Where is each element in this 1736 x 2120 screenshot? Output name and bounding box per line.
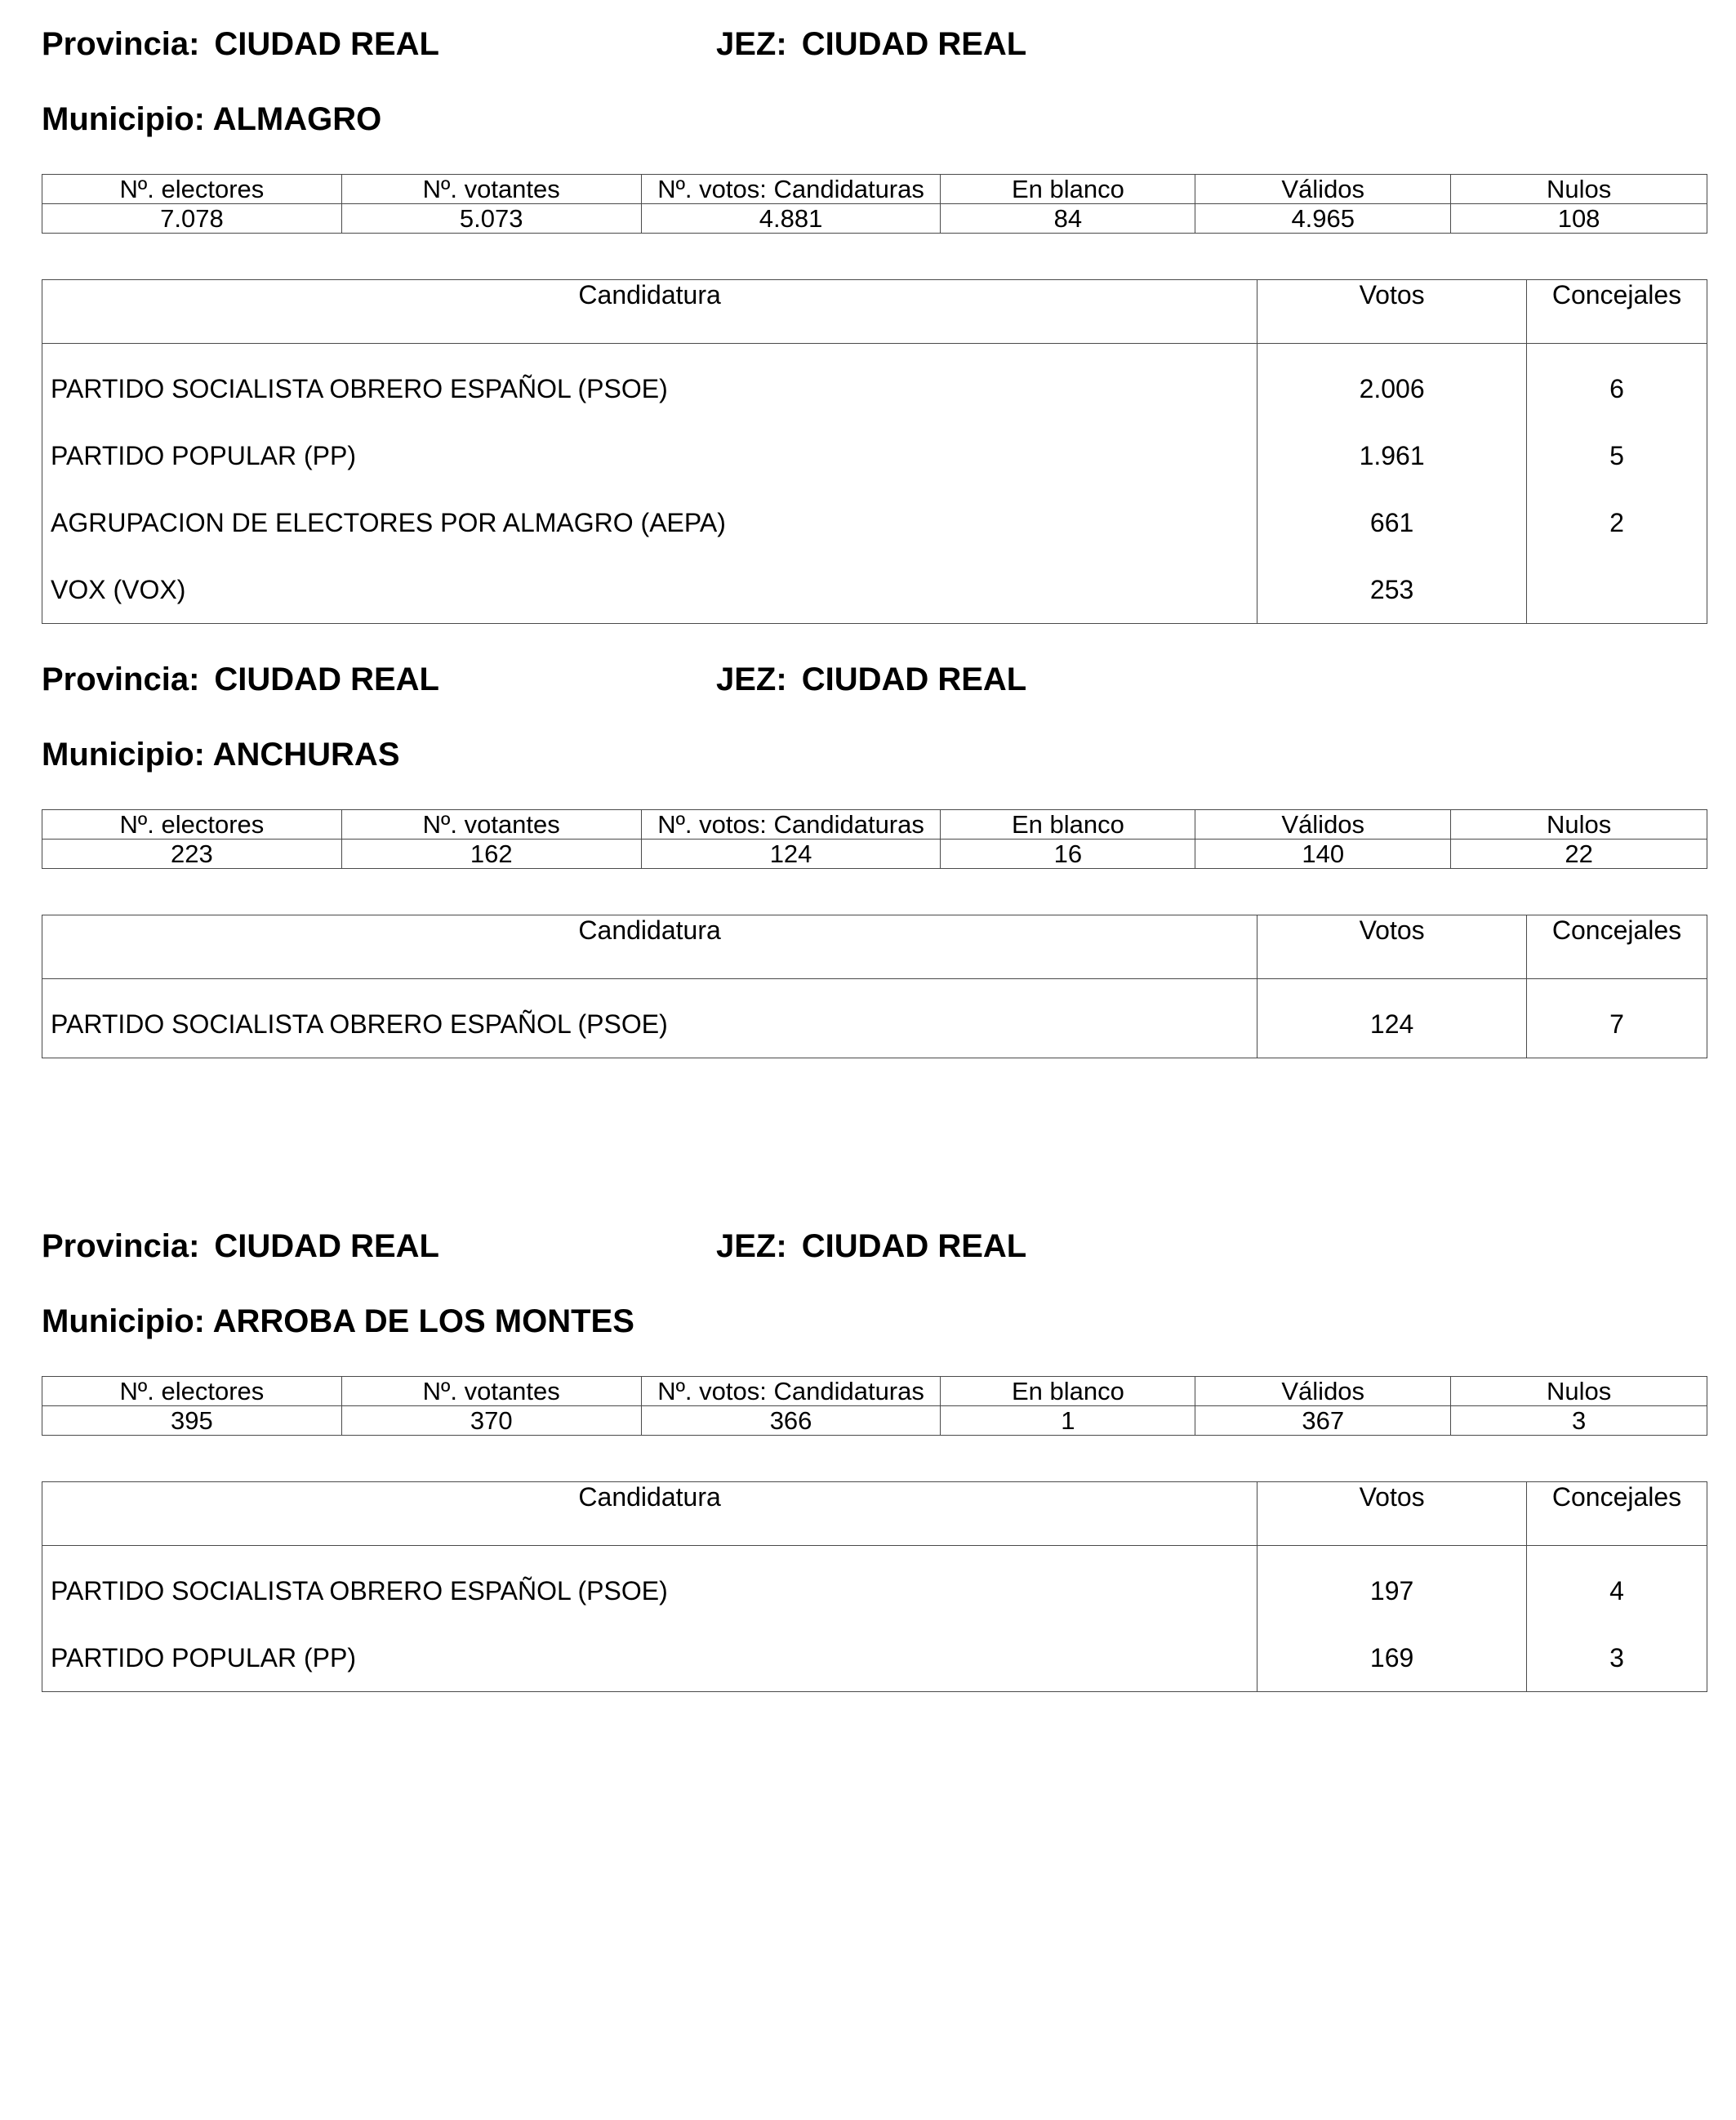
municipio-value: ALMAGRO	[212, 101, 382, 137]
candidate-votes: 1.961	[1257, 422, 1527, 489]
candidates-header-row	[42, 915, 1707, 979]
stats-table	[42, 809, 1707, 869]
jez-value: CIUDAD REAL	[801, 661, 1027, 697]
stats-value-cell: 140	[1195, 840, 1451, 869]
candidate-seats	[1527, 556, 1707, 624]
stats-header-cell: Nº. votantes	[341, 1377, 641, 1406]
candidatura-header: Candidatura	[42, 1482, 1257, 1546]
stats-header-cell: Válidos	[1195, 1377, 1451, 1406]
municipio-label: Municipio:	[42, 737, 205, 773]
candidate-votes: 661	[1257, 489, 1527, 556]
municipality-block-anchuras	[42, 661, 1707, 1053]
candidates-table	[42, 915, 1707, 1058]
stats-value-cell: 1	[941, 1406, 1195, 1436]
stats-table	[42, 1376, 1707, 1436]
stats-header-cell: Nº. votos: Candidaturas	[641, 1377, 941, 1406]
stats-value-cell: 4.965	[1195, 204, 1451, 234]
stats-value-cell: 395	[42, 1406, 342, 1436]
municipio-label: Municipio:	[42, 1303, 205, 1339]
candidate-name: AGRUPACION DE ELECTORES POR ALMAGRO (AEPA)	[42, 489, 1257, 556]
provincia-label: Provincia:	[42, 1228, 200, 1264]
jez-label: JEZ:	[716, 661, 787, 697]
candidate-seats: 3	[1527, 1624, 1707, 1692]
stats-value-cell: 5.073	[341, 204, 641, 234]
municipio-line	[42, 101, 381, 138]
stats-header-cell: En blanco	[941, 1377, 1195, 1406]
municipality-block-arroba-de-los-montes	[42, 1228, 1707, 1702]
provincia-label: Provincia:	[42, 26, 200, 62]
provincia-value: CIUDAD REAL	[214, 26, 439, 62]
candidates-header-row	[42, 280, 1707, 344]
candidate-row	[42, 1546, 1707, 1625]
municipio-value: ARROBA DE LOS MONTES	[212, 1303, 634, 1339]
stats-header-row	[42, 1377, 1707, 1406]
concejales-header: Concejales	[1527, 1482, 1707, 1546]
stats-value-row	[42, 1406, 1707, 1436]
candidate-name: PARTIDO POPULAR (PP)	[42, 422, 1257, 489]
stats-value-row	[42, 840, 1707, 869]
municipio-line	[42, 1303, 634, 1340]
stats-header-cell: En blanco	[941, 175, 1195, 204]
candidates-header-row	[42, 1482, 1707, 1546]
candidate-row	[42, 979, 1707, 1058]
municipality-block-almagro	[42, 26, 1707, 622]
provincia-line	[42, 661, 439, 698]
provincia-line	[42, 1228, 439, 1265]
stats-header-cell: En blanco	[941, 810, 1195, 840]
stats-header-cell: Nº. votos: Candidaturas	[641, 810, 941, 840]
candidate-name: PARTIDO SOCIALISTA OBRERO ESPAÑOL (PSOE)	[42, 979, 1257, 1058]
candidate-votes: 253	[1257, 556, 1527, 624]
jez-line	[716, 1228, 1026, 1265]
candidate-votes: 169	[1257, 1624, 1527, 1692]
candidate-seats: 7	[1527, 979, 1707, 1058]
candidate-seats: 2	[1527, 489, 1707, 556]
stats-value-cell: 22	[1451, 840, 1707, 869]
stats-value-cell: 370	[341, 1406, 641, 1436]
candidate-name: VOX (VOX)	[42, 556, 1257, 624]
stats-header-cell: Válidos	[1195, 810, 1451, 840]
votos-header: Votos	[1257, 915, 1527, 979]
candidate-name: PARTIDO POPULAR (PP)	[42, 1624, 1257, 1692]
stats-value-cell: 3	[1451, 1406, 1707, 1436]
stats-value-cell: 4.881	[641, 204, 941, 234]
candidates-table	[42, 279, 1707, 624]
candidate-name: PARTIDO SOCIALISTA OBRERO ESPAÑOL (PSOE)	[42, 344, 1257, 423]
stats-value-cell: 108	[1451, 204, 1707, 234]
votos-header: Votos	[1257, 1482, 1527, 1546]
jez-line	[716, 661, 1026, 698]
candidate-row	[42, 489, 1707, 556]
stats-header-cell: Nulos	[1451, 1377, 1707, 1406]
concejales-header: Concejales	[1527, 915, 1707, 979]
votos-header: Votos	[1257, 280, 1527, 344]
candidate-votes: 197	[1257, 1546, 1527, 1625]
candidate-votes: 124	[1257, 979, 1527, 1058]
candidate-name: PARTIDO SOCIALISTA OBRERO ESPAÑOL (PSOE)	[42, 1546, 1257, 1625]
municipio-value: ANCHURAS	[212, 737, 400, 773]
stats-value-cell: 366	[641, 1406, 941, 1436]
stats-value-cell: 124	[641, 840, 941, 869]
stats-header-cell: Nulos	[1451, 175, 1707, 204]
candidate-seats: 6	[1527, 344, 1707, 423]
stats-header-cell: Nulos	[1451, 810, 1707, 840]
provincia-label: Provincia:	[42, 661, 200, 697]
stats-header-cell: Nº. electores	[42, 810, 342, 840]
concejales-header: Concejales	[1527, 280, 1707, 344]
candidatura-header: Candidatura	[42, 280, 1257, 344]
stats-value-cell: 16	[941, 840, 1195, 869]
candidate-row	[42, 422, 1707, 489]
stats-value-cell: 7.078	[42, 204, 342, 234]
provincia-line	[42, 26, 439, 63]
stats-header-cell: Nº. electores	[42, 175, 342, 204]
stats-table	[42, 174, 1707, 234]
stats-header-cell: Nº. votantes	[341, 810, 641, 840]
candidate-votes: 2.006	[1257, 344, 1527, 423]
candidates-table	[42, 1481, 1707, 1692]
jez-label: JEZ:	[716, 1228, 787, 1264]
candidate-seats: 4	[1527, 1546, 1707, 1625]
stats-header-cell: Nº. votos: Candidaturas	[641, 175, 941, 204]
jez-label: JEZ:	[716, 26, 787, 62]
jez-line	[716, 26, 1026, 63]
stats-value-cell: 162	[341, 840, 641, 869]
candidate-seats: 5	[1527, 422, 1707, 489]
stats-header-cell: Nº. electores	[42, 1377, 342, 1406]
jez-value: CIUDAD REAL	[801, 26, 1027, 62]
stats-header-cell: Válidos	[1195, 175, 1451, 204]
candidate-row	[42, 1624, 1707, 1692]
stats-value-cell: 223	[42, 840, 342, 869]
jez-value: CIUDAD REAL	[801, 1228, 1027, 1264]
candidatura-header: Candidatura	[42, 915, 1257, 979]
municipio-line	[42, 737, 400, 773]
provincia-value: CIUDAD REAL	[214, 661, 439, 697]
stats-value-row	[42, 204, 1707, 234]
stats-value-cell: 84	[941, 204, 1195, 234]
stats-value-cell: 367	[1195, 1406, 1451, 1436]
stats-header-cell: Nº. votantes	[341, 175, 641, 204]
provincia-value: CIUDAD REAL	[214, 1228, 439, 1264]
candidate-row	[42, 556, 1707, 624]
municipio-label: Municipio:	[42, 101, 205, 137]
candidate-row	[42, 344, 1707, 423]
stats-header-row	[42, 175, 1707, 204]
stats-header-row	[42, 810, 1707, 840]
